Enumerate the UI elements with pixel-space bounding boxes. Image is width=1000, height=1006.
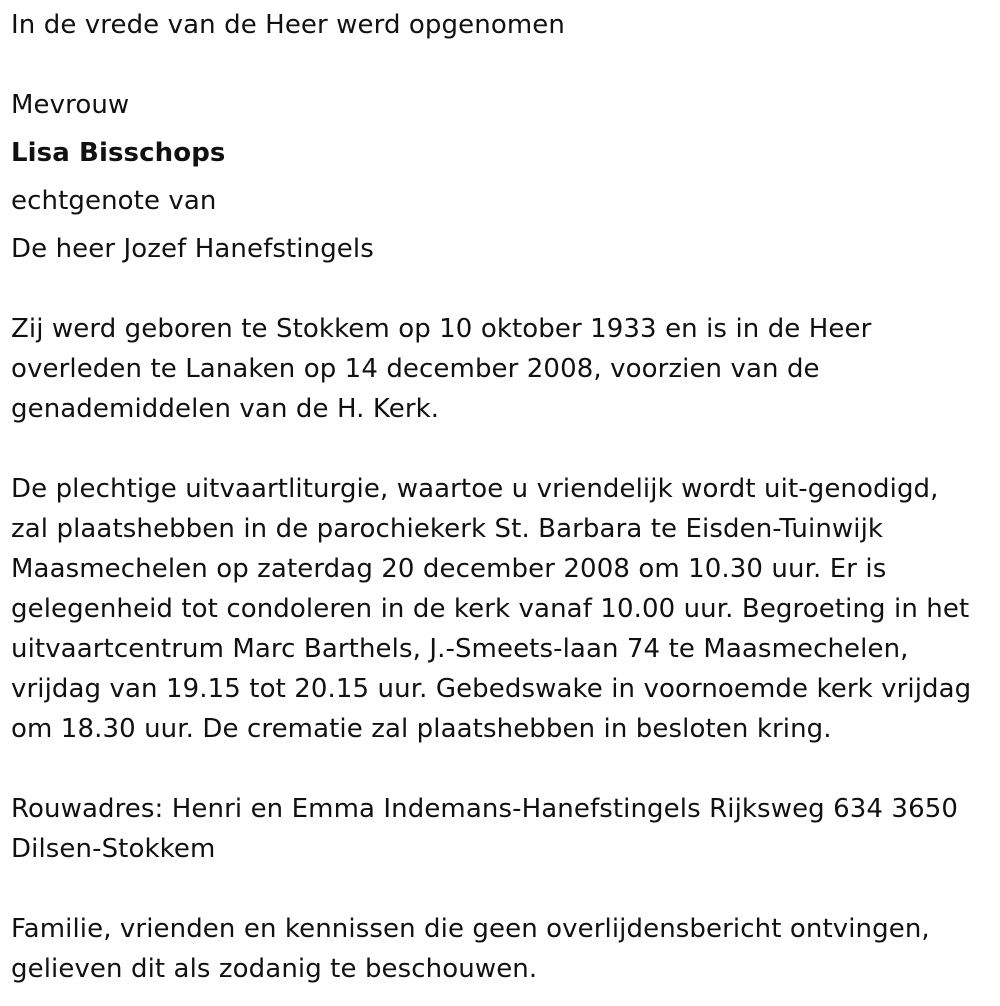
paragraph-line: Zij werd geboren te Stokkem op 10 oktober 1933 en is in de Heer: [11, 314, 872, 344]
paragraph-line: Familie, vrienden en kennissen die geen overlijdensbericht ontvingen,: [11, 914, 930, 944]
salutation: Mevrouw: [11, 90, 130, 120]
paragraph-line: gelieven dit als zodanig te beschouwen.: [11, 954, 538, 984]
paragraph-line: vrijdag van 19.15 tot 20.15 uur. Gebedswake in voornoemde kerk vrijdag: [11, 674, 972, 704]
paragraph-line: genademiddelen van de H. Kerk.: [11, 394, 440, 424]
paragraph-line: om 18.30 uur. De crematie zal plaatshebben in besloten kring.: [11, 714, 832, 744]
relation-line: echtgenote van: [11, 186, 217, 216]
paragraph-line: De plechtige uitvaartliturgie, waartoe u vriendelijk wordt uit-genodigd,: [11, 474, 939, 504]
paragraph-line: uitvaartcentrum Marc Barthels, J.-Smeets-laan 74 te Maasmechelen,: [11, 634, 909, 664]
paragraph-line: gelegenheid tot condoleren in de kerk vanaf 10.00 uur. Begroeting in het: [11, 594, 970, 624]
paragraph-line: zal plaatshebben in de parochiekerk St. Barbara te Eisden-Tuinwijk: [11, 514, 884, 544]
spouse-name: De heer Jozef Hanefstingels: [11, 234, 374, 264]
intro-line: In de vrede van de Heer werd opgenomen: [11, 10, 565, 40]
paragraph-line: Dilsen-Stokkem: [11, 834, 216, 864]
deceased-name: Lisa Bisschops: [11, 138, 226, 168]
paragraph-line: overleden te Lanaken op 14 december 2008, voorzien van de: [11, 354, 820, 384]
paragraph-line: Rouwadres: Henri en Emma Indemans-Hanefstingels Rijksweg 634 3650: [11, 794, 958, 824]
paragraph-line: Maasmechelen op zaterdag 20 december 2008 om 10.30 uur. Er is: [11, 554, 887, 584]
